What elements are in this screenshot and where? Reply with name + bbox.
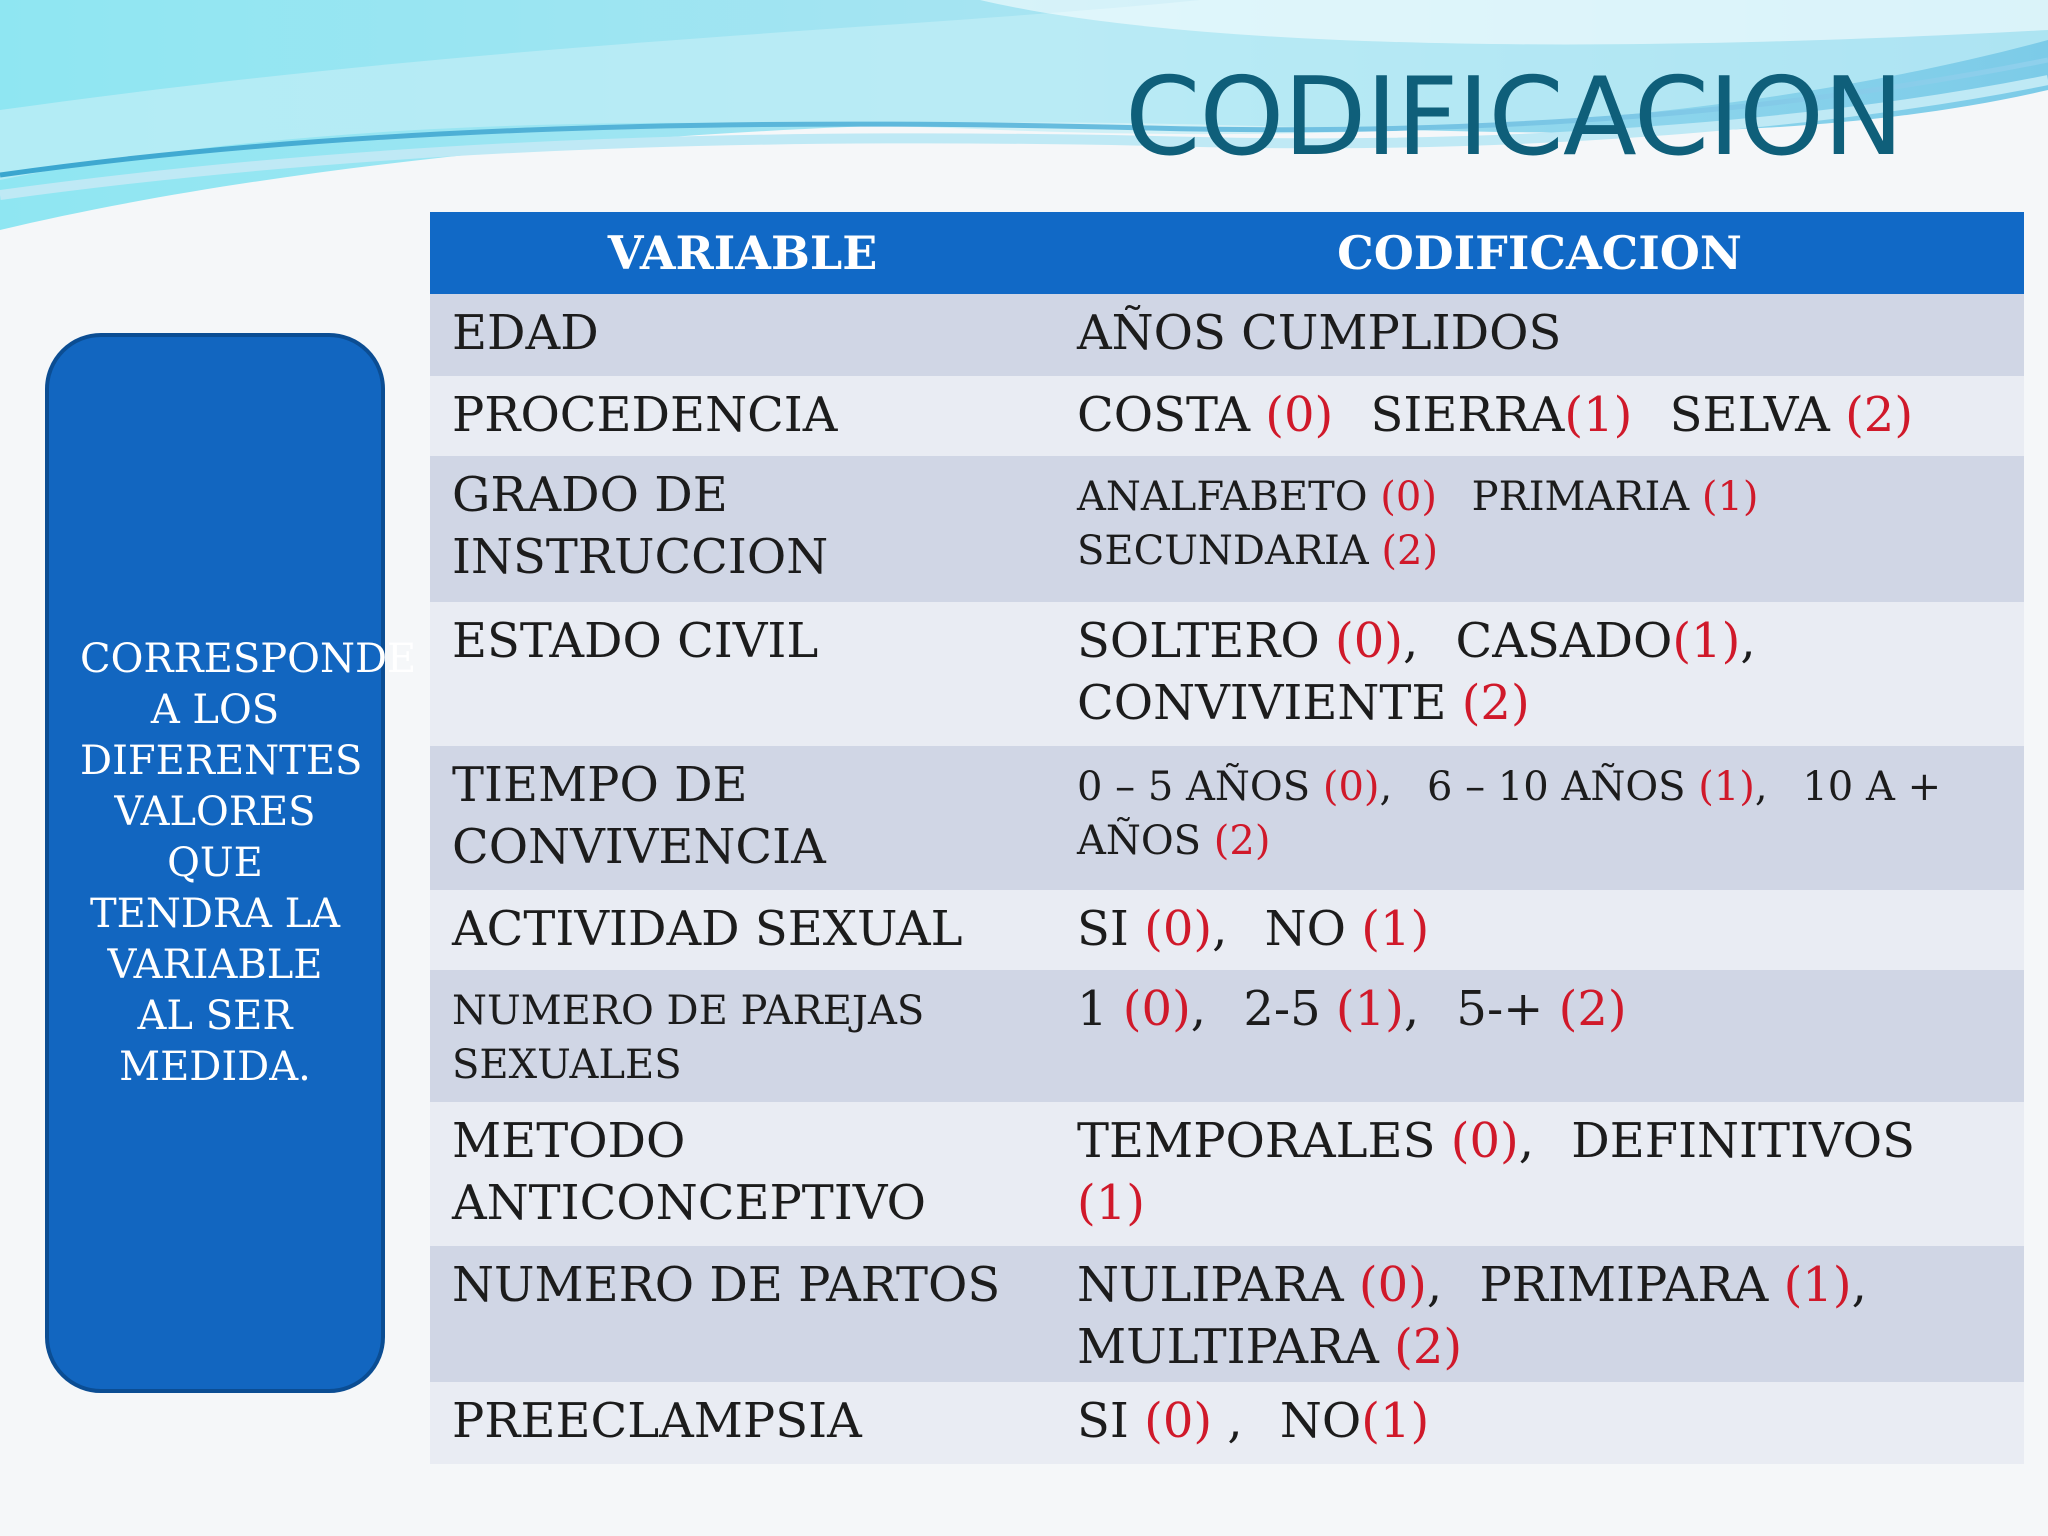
code-value: (1) (1077, 1175, 1145, 1231)
code-option-label: SELVA (1669, 387, 1846, 443)
code-option-label: SECUNDARIA (1077, 528, 1382, 574)
code-value: (0) (1144, 1393, 1213, 1449)
code-option-label: CASADO (1455, 613, 1673, 669)
variable-cell: GRADO DE INSTRUCCION (430, 456, 1055, 602)
code-value: (2) (1213, 818, 1271, 864)
code-separator: , (1212, 1393, 1243, 1449)
code-option-label: COSTA (1077, 387, 1266, 443)
table-row (430, 376, 2024, 456)
code-option-label: 10 A + AÑOS (1077, 764, 1942, 864)
code-value: (2) (1558, 981, 1627, 1037)
table-row (430, 456, 2024, 602)
table-row (430, 1382, 2024, 1464)
code-value: (0) (1450, 1113, 1519, 1169)
definition-callout (45, 333, 417, 1393)
table-row (430, 602, 2024, 746)
code-option-label: 2-5 (1243, 981, 1336, 1037)
coding-cell (1055, 456, 2024, 602)
code-option-label: MULTIPARA (1077, 1319, 1395, 1375)
coding-cell: AÑOS CUMPLIDOS (1055, 294, 2024, 376)
code-option (1243, 981, 1419, 1037)
code-value: (1) (1783, 1257, 1852, 1313)
coding-cell (1055, 376, 2024, 456)
code-option-label: NO (1279, 1393, 1362, 1449)
code-option (1456, 981, 1626, 1037)
code-value: (0) (1122, 981, 1191, 1037)
code-separator: , (1851, 1257, 1867, 1313)
code-separator: , (1403, 981, 1420, 1037)
code-option-label: NULIPARA (1077, 1257, 1359, 1313)
variable-cell: ACTIVIDAD SEXUAL (430, 890, 1055, 970)
variable-cell: EDAD (430, 294, 1055, 376)
code-option-label: 1 (1077, 981, 1123, 1037)
code-option (1371, 387, 1633, 443)
code-separator: , (1212, 901, 1228, 957)
code-value: (2) (1381, 528, 1439, 574)
code-value: (2) (1845, 387, 1914, 443)
table-row (430, 1102, 2024, 1246)
code-option (1077, 1319, 1462, 1375)
code-value: (1) (1361, 1393, 1430, 1449)
code-value: (0) (1322, 764, 1380, 810)
code-option-label: TEMPORALES (1077, 1113, 1451, 1169)
code-option (1077, 1393, 1243, 1449)
code-value: (0) (1358, 1257, 1427, 1313)
coding-cell (1055, 970, 2024, 1102)
code-option (1077, 981, 1206, 1037)
code-option (1077, 764, 1392, 810)
variable-cell: PROCEDENCIA (430, 376, 1055, 456)
code-value: (1) (1672, 613, 1741, 669)
code-option (1077, 675, 1530, 731)
table-row (430, 294, 2024, 376)
coding-cell (1055, 746, 2024, 890)
code-value: (0) (1144, 901, 1213, 957)
variable-cell: METODO ANTICONCEPTIVO (430, 1102, 1055, 1246)
code-option-label: DEFINITIVOS (1571, 1113, 1916, 1169)
code-option (1077, 387, 1333, 443)
table-row (430, 970, 2024, 1102)
coding-cell (1055, 1246, 2024, 1382)
code-option-label: PRIMIPARA (1479, 1257, 1784, 1313)
code-option (1427, 764, 1768, 810)
table-row (430, 746, 2024, 890)
code-option-label: SOLTERO (1077, 613, 1335, 669)
table-row (430, 890, 2024, 970)
variable-cell: PREECLAMPSIA (430, 1382, 1055, 1464)
code-option-label: SIERRA (1370, 387, 1565, 443)
code-option-label: PRIMARIA (1471, 474, 1702, 520)
code-separator: , (1190, 981, 1207, 1037)
code-option-label: 5-+ (1456, 981, 1559, 1037)
definition-callout-text: CORRESPONDE A LOS DIFERENTES VALORES QUE TENDRA LA VARIABLE AL SER MEDIDA. (80, 635, 417, 1090)
header-variable: VARIABLE (430, 212, 1055, 294)
slide-title: CODIFICACION (1125, 55, 1903, 180)
code-value: (1) (1335, 981, 1404, 1037)
code-separator: , (1426, 1257, 1443, 1313)
code-option (1077, 528, 1438, 574)
code-option-label: SI (1077, 1393, 1145, 1449)
code-value: (2) (1394, 1319, 1463, 1375)
code-value: (2) (1461, 675, 1530, 731)
variable-cell: ESTADO CIVIL (430, 602, 1055, 746)
code-option (1077, 474, 1437, 520)
code-option-label: 0 – 5 AÑOS (1077, 764, 1323, 810)
coding-cell (1055, 890, 2024, 970)
code-option (1479, 1257, 1866, 1313)
code-value: (1) (1701, 474, 1759, 520)
coding-table (430, 212, 2024, 1464)
code-option-label: CONVIVIENTE (1077, 675, 1462, 731)
code-option (1077, 901, 1227, 957)
code-option (1670, 387, 1913, 443)
code-value: (0) (1265, 387, 1334, 443)
code-value: (0) (1335, 613, 1403, 669)
code-value: (1) (1564, 387, 1633, 443)
code-option (1077, 1257, 1442, 1313)
code-separator: , (1403, 613, 1419, 669)
table-header-row (430, 212, 2024, 294)
code-option (1456, 613, 1756, 669)
header-coding: CODIFICACION (1055, 212, 2024, 294)
code-option (1280, 1393, 1429, 1449)
code-value: (1) (1361, 901, 1430, 957)
coding-cell (1055, 602, 2024, 746)
code-option-label: ANALFABETO (1077, 474, 1381, 520)
code-option (1265, 901, 1430, 957)
table-row (430, 1246, 2024, 1382)
code-value: (0) (1380, 474, 1437, 520)
coding-cell (1055, 1382, 2024, 1464)
code-separator: , (1518, 1113, 1534, 1169)
code-separator: , (1754, 764, 1768, 810)
table-body (430, 294, 2024, 1464)
code-option-label: 6 – 10 AÑOS (1426, 764, 1699, 810)
code-value: (1) (1698, 764, 1755, 810)
code-option (1077, 1113, 1534, 1169)
code-option-label: NO (1264, 901, 1362, 957)
code-option (1077, 613, 1418, 669)
variable-cell: TIEMPO DE CONVIVENCIA (430, 746, 1055, 890)
variable-cell: NUMERO DE PARTOS (430, 1246, 1055, 1382)
code-option (1472, 474, 1759, 520)
code-separator: , (1740, 613, 1756, 669)
variable-cell: NUMERO DE PAREJAS SEXUALES (430, 970, 1055, 1102)
code-separator: , (1379, 764, 1393, 810)
coding-cell (1055, 1102, 2024, 1246)
code-option-label: SI (1077, 901, 1145, 957)
